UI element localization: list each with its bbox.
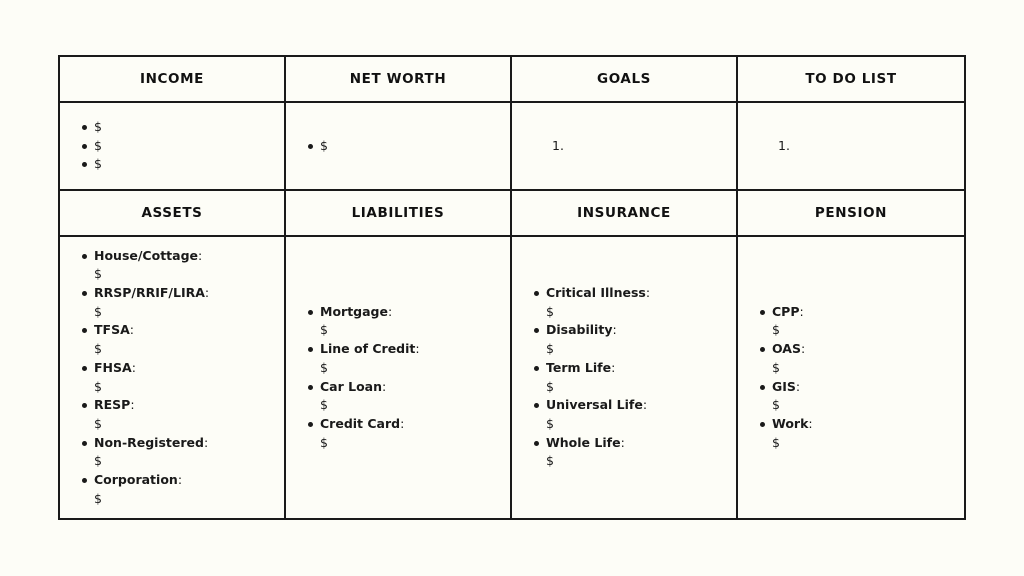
- pension-colon: :: [795, 378, 801, 394]
- pension-item: [758, 415, 813, 452]
- insurance-colon: :: [642, 397, 648, 413]
- asset-value: $: [94, 303, 102, 319]
- assets-cell: [60, 237, 286, 518]
- asset-colon: :: [129, 322, 134, 338]
- header-goals: GOALS: [512, 57, 738, 103]
- liability-label: Car Loan: [320, 378, 383, 394]
- asset-label: TFSA: [94, 322, 130, 338]
- asset-value: $: [94, 453, 102, 469]
- liability-item: [306, 340, 420, 377]
- insurance-colon: :: [620, 434, 625, 450]
- insurance-colon: :: [611, 359, 616, 375]
- asset-colon: :: [203, 434, 209, 450]
- asset-label: FHSA: [94, 359, 132, 375]
- net-worth-cell: [286, 103, 512, 191]
- pension-item: [758, 303, 813, 340]
- header-pension: PENSION: [738, 191, 964, 237]
- pension-item: [758, 340, 813, 377]
- insurance-value: $: [546, 378, 554, 394]
- asset-value: $: [94, 378, 102, 394]
- liability-colon: :: [415, 341, 420, 357]
- insurance-item: [532, 321, 650, 358]
- asset-colon: :: [130, 397, 135, 413]
- pension-value: $: [772, 359, 780, 375]
- net-worth-list: [306, 137, 328, 156]
- asset-item: [80, 247, 209, 284]
- pension-colon: :: [808, 415, 813, 431]
- pension-label: GIS: [772, 378, 796, 394]
- asset-item: [80, 284, 209, 321]
- income-cell: [60, 103, 286, 191]
- liability-colon: :: [382, 378, 387, 394]
- asset-label: Non-Registered: [94, 434, 204, 450]
- pension-list: [758, 303, 813, 453]
- liability-item: [306, 415, 420, 452]
- header-assets: ASSETS: [60, 191, 286, 237]
- insurance-value: $: [546, 341, 554, 357]
- insurance-label: Universal Life: [546, 397, 643, 413]
- pension-cell: [738, 237, 964, 518]
- liability-value: $: [320, 359, 328, 375]
- insurance-value: $: [546, 415, 554, 431]
- liability-item: [306, 378, 420, 415]
- todo-cell: [738, 103, 964, 191]
- asset-label: RESP: [94, 397, 131, 413]
- insurance-cell: [512, 237, 738, 518]
- liability-value: $: [320, 322, 328, 338]
- liability-colon: :: [400, 415, 405, 431]
- liability-label: Mortgage: [320, 303, 388, 319]
- pension-label: Work: [772, 415, 809, 431]
- pension-value: $: [772, 397, 780, 413]
- todo-list: [758, 137, 790, 156]
- insurance-item: [532, 434, 650, 471]
- insurance-colon: :: [612, 322, 617, 338]
- goals-item: 1.: [552, 137, 564, 153]
- insurance-list: [532, 284, 650, 471]
- liability-colon: :: [387, 303, 393, 319]
- insurance-label: Disability: [546, 322, 613, 338]
- assets-list: [80, 247, 209, 509]
- net-worth-item: $: [306, 137, 328, 156]
- insurance-colon: :: [645, 284, 651, 300]
- pension-label: CPP: [772, 303, 800, 319]
- pension-colon: :: [800, 341, 806, 357]
- insurance-label: Whole Life: [546, 434, 621, 450]
- asset-item: [80, 321, 209, 358]
- pension-colon: :: [799, 303, 804, 319]
- asset-value: $: [94, 341, 102, 357]
- asset-value: $: [94, 490, 102, 506]
- income-list: [80, 118, 102, 174]
- asset-colon: :: [177, 472, 183, 488]
- header-net-worth: NET WORTH: [286, 57, 512, 103]
- header-liabilities: LIABILITIES: [286, 191, 512, 237]
- asset-label: House/Cottage: [94, 247, 199, 263]
- asset-value: $: [94, 266, 102, 282]
- header-todo-list: TO DO LIST: [738, 57, 964, 103]
- financial-planner-grid: [58, 55, 966, 520]
- liability-label: Line of Credit: [320, 341, 416, 357]
- income-item: $: [80, 118, 102, 137]
- asset-colon: :: [204, 284, 210, 300]
- income-item: $: [80, 155, 102, 174]
- insurance-item: [532, 359, 650, 396]
- insurance-label: Critical Illness: [546, 284, 646, 300]
- liability-value: $: [320, 434, 328, 450]
- pension-value: $: [772, 434, 780, 450]
- asset-colon: :: [131, 359, 136, 375]
- liability-item: [306, 303, 420, 340]
- asset-item: [80, 359, 209, 396]
- insurance-value: $: [546, 303, 554, 319]
- insurance-value: $: [546, 453, 554, 469]
- liability-label: Credit Card: [320, 415, 401, 431]
- goals-list: [532, 137, 564, 156]
- pension-label: OAS: [772, 341, 801, 357]
- asset-colon: :: [198, 247, 203, 263]
- asset-item: [80, 434, 209, 471]
- insurance-item: [532, 396, 650, 433]
- asset-item: [80, 396, 209, 433]
- pension-value: $: [772, 322, 780, 338]
- asset-label: RRSP/RRIF/LIRA: [94, 284, 205, 300]
- asset-value: $: [94, 415, 102, 431]
- todo-item: 1.: [778, 137, 790, 153]
- goals-cell: [512, 103, 738, 191]
- insurance-item: [532, 284, 650, 321]
- liabilities-cell: [286, 237, 512, 518]
- header-insurance: INSURANCE: [512, 191, 738, 237]
- header-income: INCOME: [60, 57, 286, 103]
- liability-value: $: [320, 397, 328, 413]
- income-item: $: [80, 137, 102, 156]
- asset-label: Corporation: [94, 472, 178, 488]
- liabilities-list: [306, 303, 420, 453]
- insurance-label: Term Life: [546, 359, 612, 375]
- pension-item: [758, 378, 813, 415]
- asset-item: [80, 471, 209, 508]
